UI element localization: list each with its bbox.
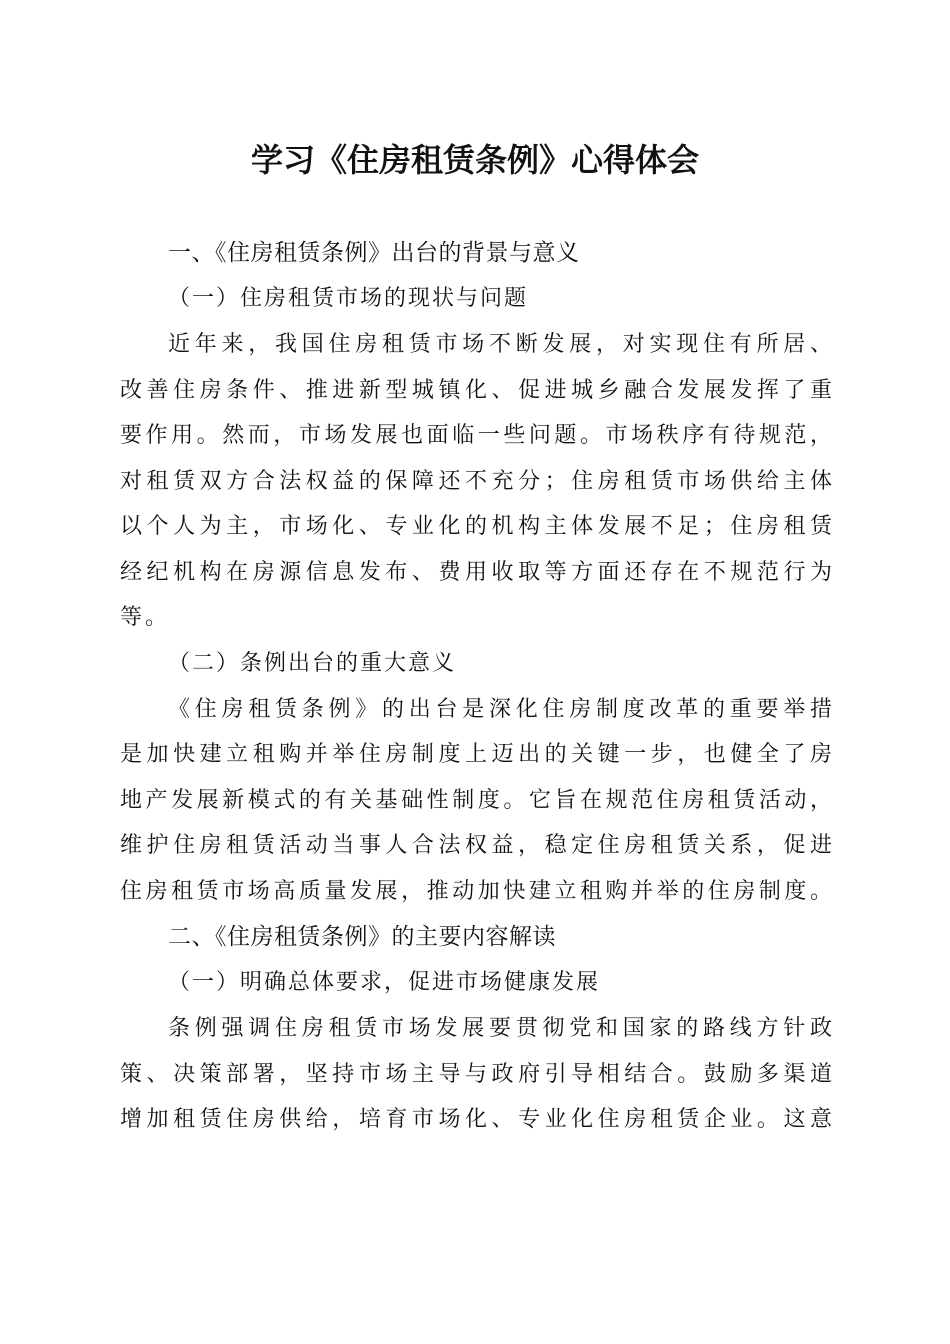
paragraph-line: 要作用。然而，市场发展也面临一些问题。市场秩序有待规范， — [120, 423, 832, 448]
paragraph — [120, 687, 832, 915]
subsection-heading: （二）条例出台的重大意义 — [168, 650, 457, 676]
paragraph-line: 策、决策部署，坚持市场主导与政府引导相结合。鼓励多渠道 — [120, 1061, 832, 1087]
paragraph — [120, 1006, 832, 1143]
paragraph-line: 经纪机构在房源信息发布、费用收取等方面还存在不规范行为 — [120, 559, 832, 585]
section-heading: 二、《住房租赁条例》的主要内容解读 — [168, 924, 556, 950]
paragraph-line: 地产发展新模式的有关基础性制度。它旨在规范住房租赁活动， — [120, 787, 832, 813]
paragraph-line: 改善住房条件、推进新型城镇化、促进城乡融合发展发挥了重 — [120, 377, 832, 403]
subsection-heading: （一）住房租赁市场的现状与问题 — [168, 286, 529, 311]
document-body — [120, 230, 832, 1143]
paragraph-line: 条例强调住房租赁市场发展要贯彻党和国家的路线方针政 — [168, 1016, 832, 1041]
paragraph-line: 对租赁双方合法权益的保障还不充分；住房租赁市场供给主体 — [120, 468, 832, 494]
paragraph-line: 是加快建立租购并举住房制度上迈出的关键一步，也健全了房 — [120, 742, 832, 767]
document-title: 学习《住房租赁条例》心得体会 — [250, 141, 699, 179]
paragraph-line: 《住房租赁条例》的出台是深化住房制度改革的重要举措 — [168, 696, 832, 722]
paragraph-line: 等。 — [120, 605, 171, 630]
paragraph-line: 维护住房租赁活动当事人合法权益，稳定住房租赁关系，促进 — [120, 833, 832, 858]
paragraph-line: 近年来，我国住房租赁市场不断发展，对实现住有所居、 — [168, 332, 832, 357]
subsection-heading: （一）明确总体要求，促进市场健康发展 — [168, 970, 601, 995]
paragraph-line: 住房租赁市场高质量发展，推动加快建立租购并举的住房制度。 — [120, 878, 832, 904]
paragraph-line: 增加租赁住房供给，培育市场化、专业化住房租赁企业。这意 — [120, 1107, 832, 1132]
section-heading: 一、《住房租赁条例》出台的背景与意义 — [168, 240, 580, 266]
paragraph-line: 以个人为主，市场化、专业化的机构主体发展不足；住房租赁 — [120, 514, 832, 539]
paragraph — [120, 322, 832, 641]
